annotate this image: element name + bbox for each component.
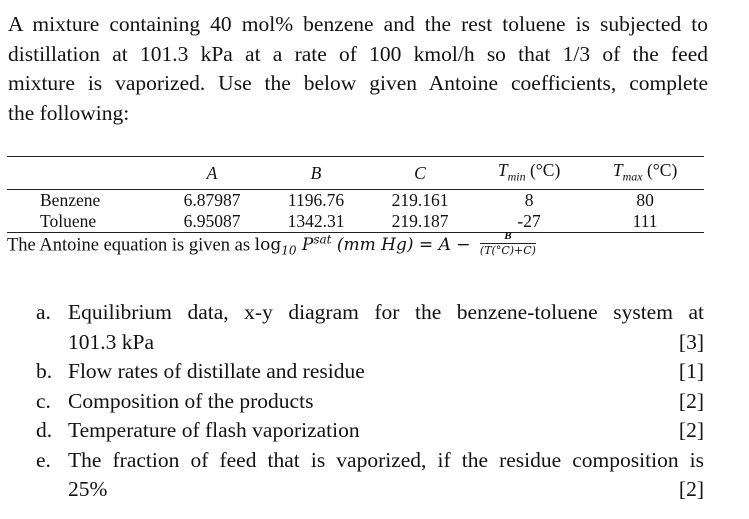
task-text: Composition of the products	[68, 388, 314, 413]
header-tmax: $T_{max}$ (°C)	[612, 160, 678, 184]
cell-tmin: -27	[517, 210, 541, 231]
equation-math: $\log_{10} P^{sat}$ (mm Hg) = A −	[254, 232, 476, 258]
task-letter: e.	[36, 447, 51, 472]
task-marks: [3]	[678, 329, 704, 354]
list-item	[36, 416, 704, 446]
cell-b: 1196.76	[287, 189, 345, 210]
table-row	[7, 189, 704, 211]
header-c: C	[414, 163, 426, 184]
task-letter: b.	[36, 359, 53, 383]
task-text-cont: 25%	[68, 477, 108, 501]
cell-substance: Toluene	[40, 210, 97, 231]
fraction-numerator: B	[480, 230, 536, 244]
intro-line: the following:	[8, 100, 130, 125]
intro-line: A mixture containing 40 mol% benzene and the rest toluene is subjected to	[8, 12, 708, 36]
task-letter: c.	[36, 388, 51, 413]
cell-tmax: 80	[636, 189, 654, 210]
equation-fraction	[480, 230, 536, 258]
task-text: Flow rates of distillate and residue	[68, 359, 365, 383]
header-tmin: $T_{min}$ (°C)	[497, 160, 561, 184]
task-letter: a.	[36, 300, 51, 324]
task-text: Temperature of flash vaporization	[68, 418, 360, 442]
task-text: The fraction of feed that is vaporized, if the residue composition is	[68, 447, 704, 472]
cell-c: 219.161	[391, 189, 449, 210]
task-marks: [1]	[678, 359, 704, 383]
cell-tmin: 8	[524, 189, 534, 210]
list-item	[36, 298, 704, 357]
problem-statement	[8, 10, 708, 128]
cell-tmax: 111	[632, 210, 658, 231]
task-text-cont: 101.3 kPa	[68, 329, 154, 354]
list-item	[36, 357, 704, 387]
task-marks: [2]	[678, 418, 704, 442]
list-item	[36, 387, 704, 417]
cell-substance: Benzene	[40, 189, 101, 210]
equation-prefix: The Antoine equation is given as	[7, 235, 255, 256]
task-letter: d.	[36, 418, 53, 442]
cell-a: 6.87987	[183, 189, 241, 210]
table-row	[7, 211, 704, 233]
task-marks: [2]	[678, 388, 704, 413]
intro-line: mixture is vaporized. Use the below given Antoine coefficients, complete	[8, 71, 708, 95]
task-list	[36, 298, 704, 505]
antoine-equation	[7, 232, 536, 260]
cell-a: 6.95087	[183, 210, 241, 231]
header-substance	[7, 157, 160, 190]
antoine-coefficients-table	[7, 156, 704, 233]
task-marks: [2]	[678, 477, 704, 501]
task-text: Equilibrium data, x-y diagram for the benzene-toluene system at	[68, 300, 704, 324]
intro-line: distillation at 101.3 kPa at a rate of 100 kmol/h so that 1/3 of the feed	[8, 41, 708, 66]
cell-c: 219.187	[391, 210, 449, 231]
cell-b: 1342.31	[287, 210, 345, 231]
list-item	[36, 446, 704, 505]
fraction-denominator: (T(°C)+C)	[479, 244, 536, 257]
header-b: B	[310, 163, 322, 184]
header-a: A	[206, 163, 218, 184]
table-header-row	[7, 157, 704, 190]
